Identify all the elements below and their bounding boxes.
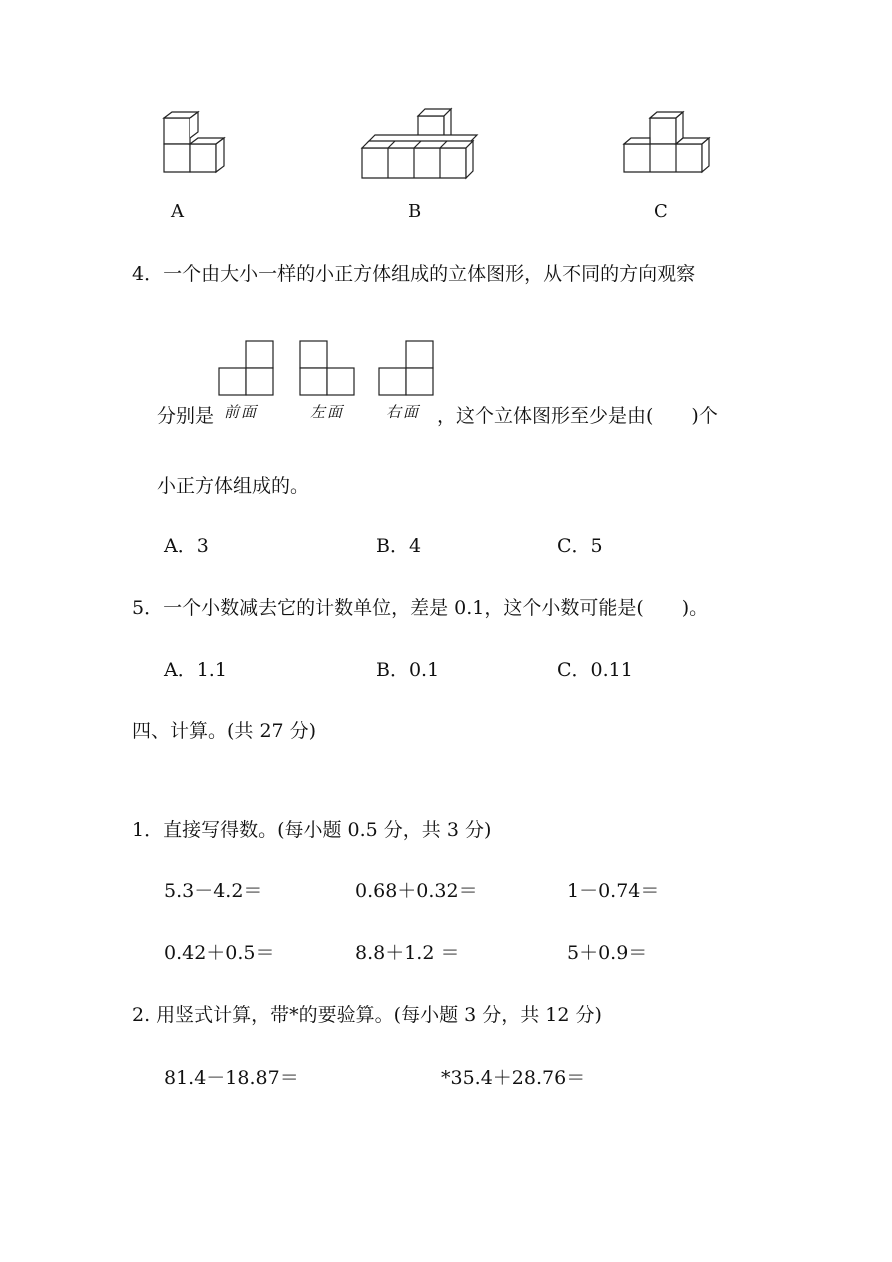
figure-c: [620, 110, 712, 180]
view-left-figure: [299, 340, 357, 398]
question-4-stem: 4．一个由大小一样的小正方体组成的立体图形，从不同的方向观察: [132, 263, 696, 285]
question-4-lead: 分别是: [157, 405, 215, 427]
view-right-figure: [378, 340, 436, 398]
view-front-figure: [217, 340, 275, 398]
part-2-title: 2. 用竖式计算，带*的要验算。(每小题 3 分，共 12 分): [132, 1004, 602, 1026]
option-c-label: C: [654, 201, 668, 222]
question-5-option-c: C．0.11: [557, 659, 633, 681]
question-5-option-a: A．1.1: [164, 659, 227, 681]
option-a-label: A: [171, 201, 184, 222]
calc-item: 0.68＋0.32＝: [355, 880, 478, 902]
view-right-label: 右面: [386, 403, 421, 421]
question-5-stem: 5．一个小数减去它的计数单位，差是 0.1，这个小数可能是( )。: [132, 597, 709, 619]
figure-a: [160, 110, 230, 180]
view-left-label: 左面: [310, 403, 345, 421]
calc-item: 5＋0.9＝: [567, 942, 648, 964]
question-4-tail: ，这个立体图形至少是由( )个: [437, 405, 718, 427]
figure-b: [358, 106, 483, 182]
view-front-label: 前面: [224, 403, 259, 421]
section-4-title: 四、计算。(共 27 分): [132, 720, 317, 742]
question-4-option-a: A．3: [164, 535, 209, 557]
question-4-option-c: C．5: [557, 535, 603, 557]
question-4-end: 小正方体组成的。: [157, 475, 310, 497]
calc-item: 5.3－4.2＝: [164, 880, 263, 902]
part-1-title: 1．直接写得数。(每小题 0.5 分，共 3 分): [132, 819, 492, 841]
question-5-option-b: B．0.1: [376, 659, 440, 681]
vertical-calc-item: 81.4－18.87＝: [164, 1067, 299, 1089]
calc-item: 8.8＋1.2 ＝: [355, 942, 460, 964]
question-4-option-b: B．4: [376, 535, 422, 557]
calc-item: 0.42＋0.5＝: [164, 942, 275, 964]
vertical-calc-item: *35.4＋28.76＝: [441, 1067, 586, 1089]
calc-item: 1－0.74＝: [567, 880, 660, 902]
option-b-label: B: [408, 201, 422, 222]
